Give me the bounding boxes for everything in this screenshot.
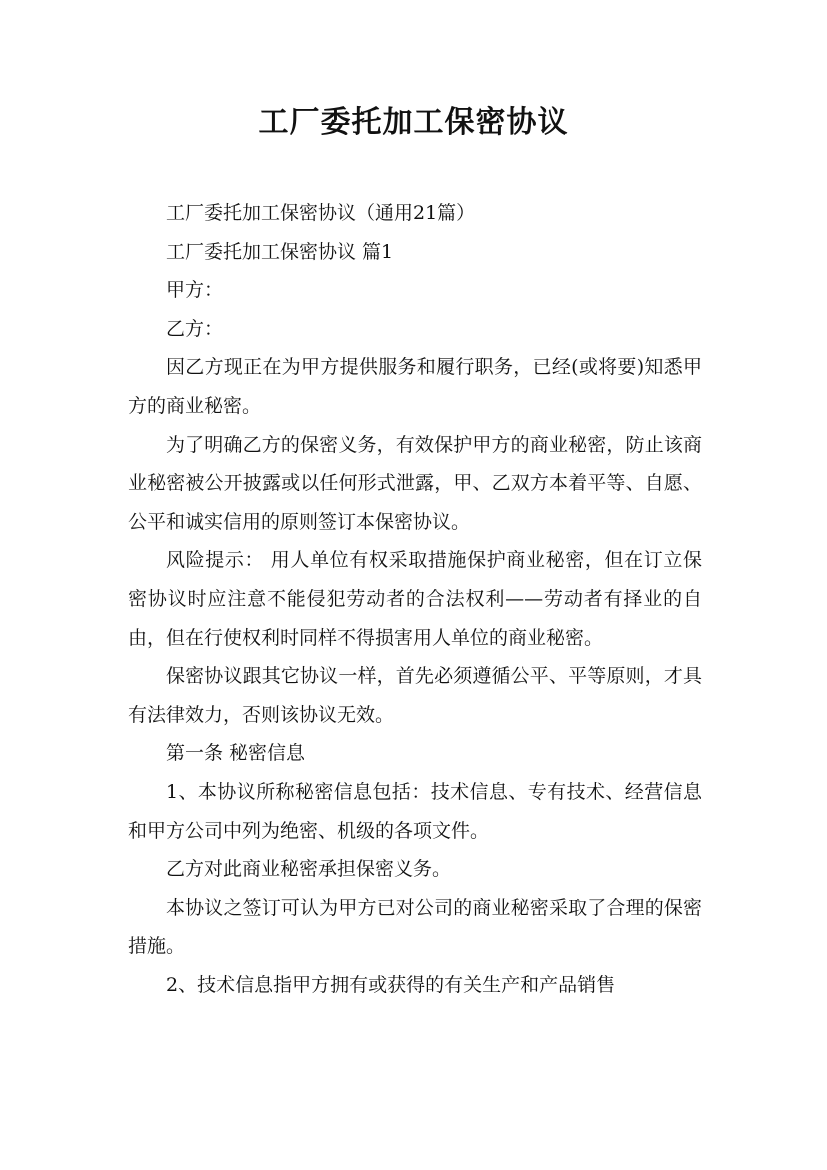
paragraph-risk-notice: 风险提示： 用人单位有权采取措施保护商业秘密，但在订立保密协议时应注意不能侵犯劳动者的合法权利——劳动者有择业的自由，但在行使权利时同样不得损害用人单位的商业秘密。 <box>128 549 702 649</box>
paragraph-purpose: 为了明确乙方的保密义务，有效保护甲方的商业秘密，防止该商业秘密被公开披露或以任何形式泄露，甲、乙双方本着平等、自愿、公平和诚实信用的原则签订本保密协议。 <box>128 433 702 533</box>
paragraph-clause-2: 2、技术信息指甲方拥有或获得的有关生产和产品销售 <box>166 973 616 996</box>
document-body <box>128 194 702 1004</box>
paragraph-background: 因乙方现正在为甲方提供服务和履行职务，已经(或将要)知悉甲方的商业秘密。 <box>128 356 702 417</box>
paragraph-principle: 保密协议跟其它协议一样，首先必须遵循公平、平等原则，才具有法律效力，否则该协议无效。 <box>128 665 702 726</box>
paragraph-article-one: 第一条 秘密信息 <box>166 742 306 765</box>
paragraph-party-a: 甲方： <box>166 279 224 302</box>
paragraph-clause-1: 1、本协议所称秘密信息包括：技术信息、专有技术、经营信息和甲方公司中列为绝密、机级的各项文件。 <box>128 780 702 842</box>
paragraph-chapter-heading: 工厂委托加工保密协议 篇1 <box>166 240 394 263</box>
paragraph-measures: 本协议之签订可认为甲方已对公司的商业秘密采取了合理的保密措施。 <box>128 896 702 958</box>
paragraph-obligation: 乙方对此商业秘密承担保密义务。 <box>166 858 452 881</box>
paragraph-party-b: 乙方： <box>166 317 224 340</box>
document-title: 工厂委托加工保密协议 <box>258 105 569 140</box>
paragraph-subtitle: 工厂委托加工保密协议（通用21篇） <box>166 202 476 224</box>
